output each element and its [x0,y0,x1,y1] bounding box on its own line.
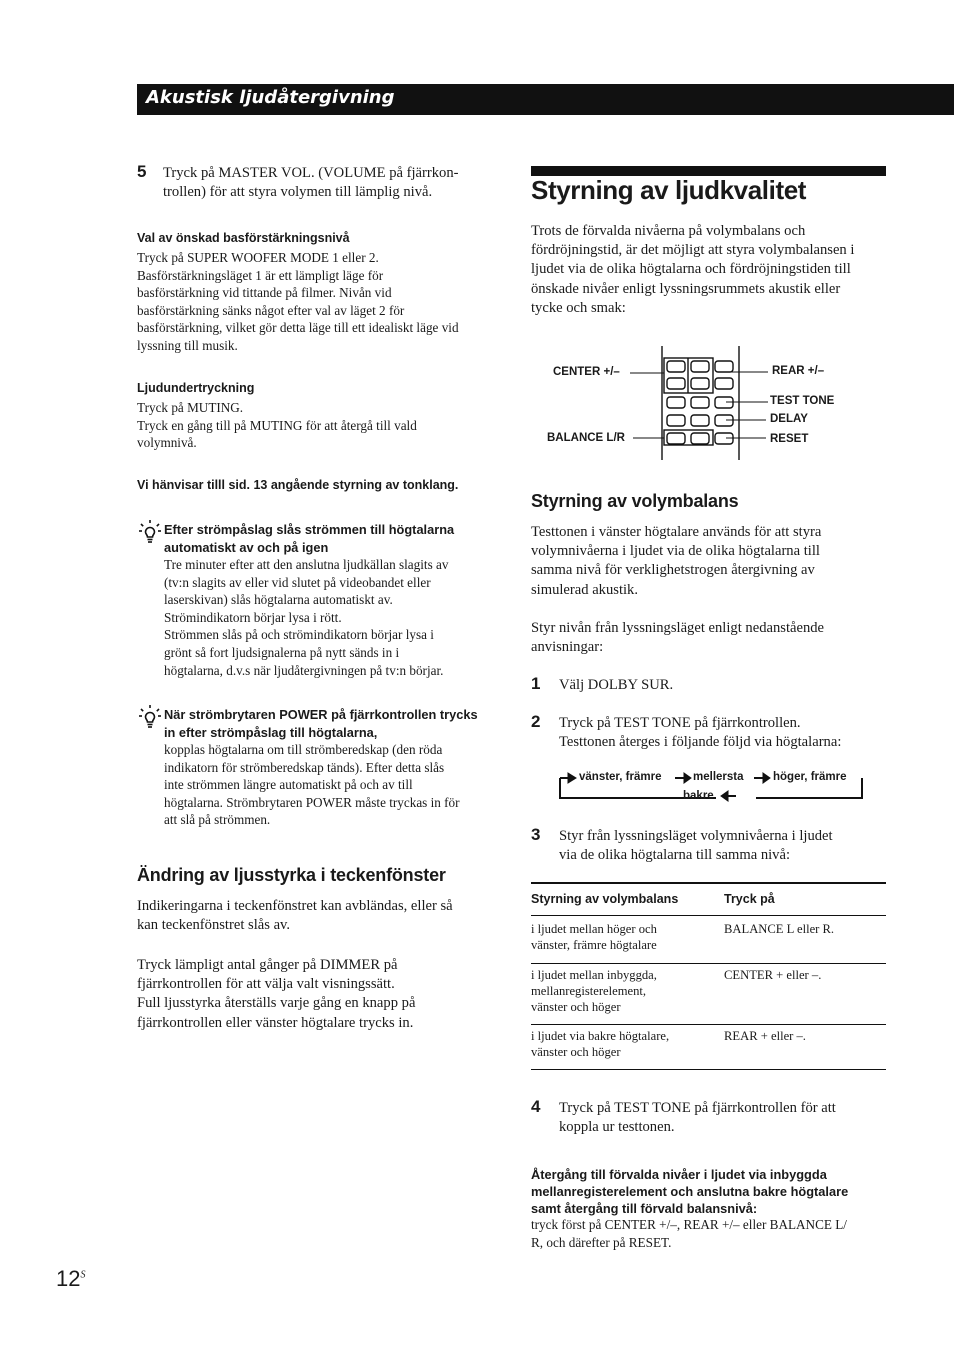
label-delay: DELAY [770,413,808,425]
remote-button [691,397,709,408]
label-test-tone: TEST TONE [770,395,835,407]
volbal-text-1: Testtonen i vänster högtalare används för att styra volymnivåerna i ljudet via de olika högtalarna till samma nivå för verklighetstrogen återgivning av simulerad akustik. [531,524,822,598]
dimmer-text-2: Tryck lämpligt antal gånger på DIMMER på fjärrkontrollen för att välja valt visningssätt. Full ljusstyrka återställs varje gång en knapp på fjärrkontrollen eller vänster högtalare trycks in. [137,957,416,1031]
reset-note-text: tryck först på CENTER +/–, REAR +/– eller BALANCE L/ R, och därefter på RESET. [531,1217,847,1250]
seq-center: mellersta [693,771,744,783]
reset-note-heading: Återgång till förvalda nivåer i ljudet via inbyggda mellanregisterelement och anslutna bakre högtalare samt återgång till förvald balansnivå: [531,1167,849,1216]
tip-2-text: kopplas högtalarna om till strömberedskap (den röda indikatorn för strömberedskap tänds). Efter detta slås inte strömmen längre automatiskt på och av till högtalarna. Strömbrytaren POWER måste tryckas in för att slå på strömmen. [164,742,460,828]
tip-2-heading: När strömbrytaren POWER på fjärrkontrollen trycks in efter strömpåslag till högtalarna, [164,707,478,740]
step-5-text: Tryck på MASTER VOL. (VOLUME på fjärrkon- trollen) för att styra volymen till lämplig nivå. [163,165,459,201]
step-number: 1 [531,674,541,693]
remote-button [715,361,733,372]
step-2-text: Tryck på TEST TONE på fjärrkontrollen. Testtonen återges i följande följd via högtalarna: [559,715,842,751]
lightbulb-icon [138,519,162,545]
remote-button [715,378,733,389]
remote-button [691,361,709,372]
table-row-2-cell-2: CENTER + eller –. [724,968,822,982]
remote-button [691,433,709,444]
remote-button [667,378,685,389]
table-row-3-cell-1: i ljudet via bakre högtalare, vänster och höger [531,1029,670,1059]
seq-left-front: vänster, främre [579,771,662,783]
dimmer-text-1: Indikeringarna i teckenfönstret kan avbländas, eller så kan teckenfönstret slås av. [137,898,453,934]
seq-right-front: höger, främre [773,771,847,783]
table-row-1-cell-2: BALANCE L eller R. [724,922,835,936]
page-number: $12^S$ [56,1266,86,1291]
tip-1-heading: Efter strömpåslag slås strömmen till högtalarna automatiskt av och på igen [164,522,455,555]
intro-text: Trots de förvalda nivåerna på volymbalans och fördröjningstid, är det möjligt att styra volymbalansen i ljudet via de olika högtalarna och fördröjningstiden till önskade nivåer enligt lyssningsrummets akustik eller tycke och smak: [531,223,855,316]
step-4-text: Tryck på TEST TONE på fjärrkontrollen för att koppla ur testtonen. [559,1100,836,1136]
reference-note: Vi hänvisar tilll sid. 13 angående styrning av tonklang. [137,478,459,492]
table-rule [531,915,886,916]
remote-button [667,415,685,426]
table-top-rule [531,882,886,884]
step-1-text: Välj DOLBY SUR. [559,677,674,693]
label-center: CENTER +/– [553,366,620,378]
balance-group-frame [664,430,713,445]
table-header-2: Tryck på [724,892,775,906]
remote-button [667,361,685,372]
table-header-1: Styrning av volymbalans [531,892,679,906]
step-3-text: Styr från lyssningsläget volymnivåerna i ljudet via de olika högtalarna till samma nivå: [559,828,833,864]
table-rule [531,963,886,964]
step-number: 4 [531,1097,541,1116]
label-balance: BALANCE L/R [547,432,625,444]
seq-rear: bakre [683,790,714,802]
volbal-heading: Styrning av volymbalans [531,491,739,511]
bass-text: Tryck på SUPER WOOFER MODE 1 eller 2. Basförstärkningsläget 1 är ett lämpligt läge för basförstärkning vid tittande på filmer. Nivån vid basförstärkning sänks något efter val av läget 2 för basförstärkning, vilket gör detta läge till ett idealiskt läge vid lyssning till musik. [137,250,459,353]
step-number: 2 [531,712,541,731]
table-rule [531,1024,886,1025]
lightbulb-icon [138,704,162,730]
section-title: Akustisk ljudåtergivning [146,87,395,108]
muting-text: Tryck på MUTING. Tryck en gång till på MUTING för att återgå till vald volymnivå. [137,400,417,451]
dimmer-heading: Ändring av ljusstyrka i teckenfönster [137,865,446,885]
muting-heading: Ljudundertryckning [137,381,255,395]
page-title: Styrning av ljudkvalitet [531,175,807,205]
remote-button [691,378,709,389]
label-reset: RESET [770,433,809,445]
tip-1-text: Tre minuter efter att den anslutna ljudkällan slagits av (tv:n slagits av eller vid slutet på videobandet eller laserskivan) slås högtalarna automatiskt av. Strömindikatorn börjar lysa i rött. Strömmen slås på och strömindikatorn börjar lysa i grönt så fort ljudsignalerna på nytt sänds in i högtalarna, d.v.s när ljudåtergivningen på tv:n börjar. [164,557,449,678]
bass-heading: Val av önskad basförstärkningsnivå [137,231,350,245]
table-bottom-rule [531,1069,886,1070]
table-row-3-cell-2: REAR + eller –. [724,1029,806,1043]
remote-button [667,397,685,408]
table-row-2-cell-1: i ljudet mellan inbyggda, mellanregisterelement, vänster och höger [531,968,657,1014]
remote-button [691,415,709,426]
step-number: 5 [137,162,147,181]
table-row-1-cell-1: i ljudet mellan höger och vänster, främre högtalare [531,922,657,952]
step-number: 3 [531,825,541,844]
remote-button [667,433,685,444]
label-rear: REAR +/– [772,365,825,377]
volbal-text-2: Styr nivån från lyssningsläget enligt nedanstående anvisningar: [531,620,825,656]
